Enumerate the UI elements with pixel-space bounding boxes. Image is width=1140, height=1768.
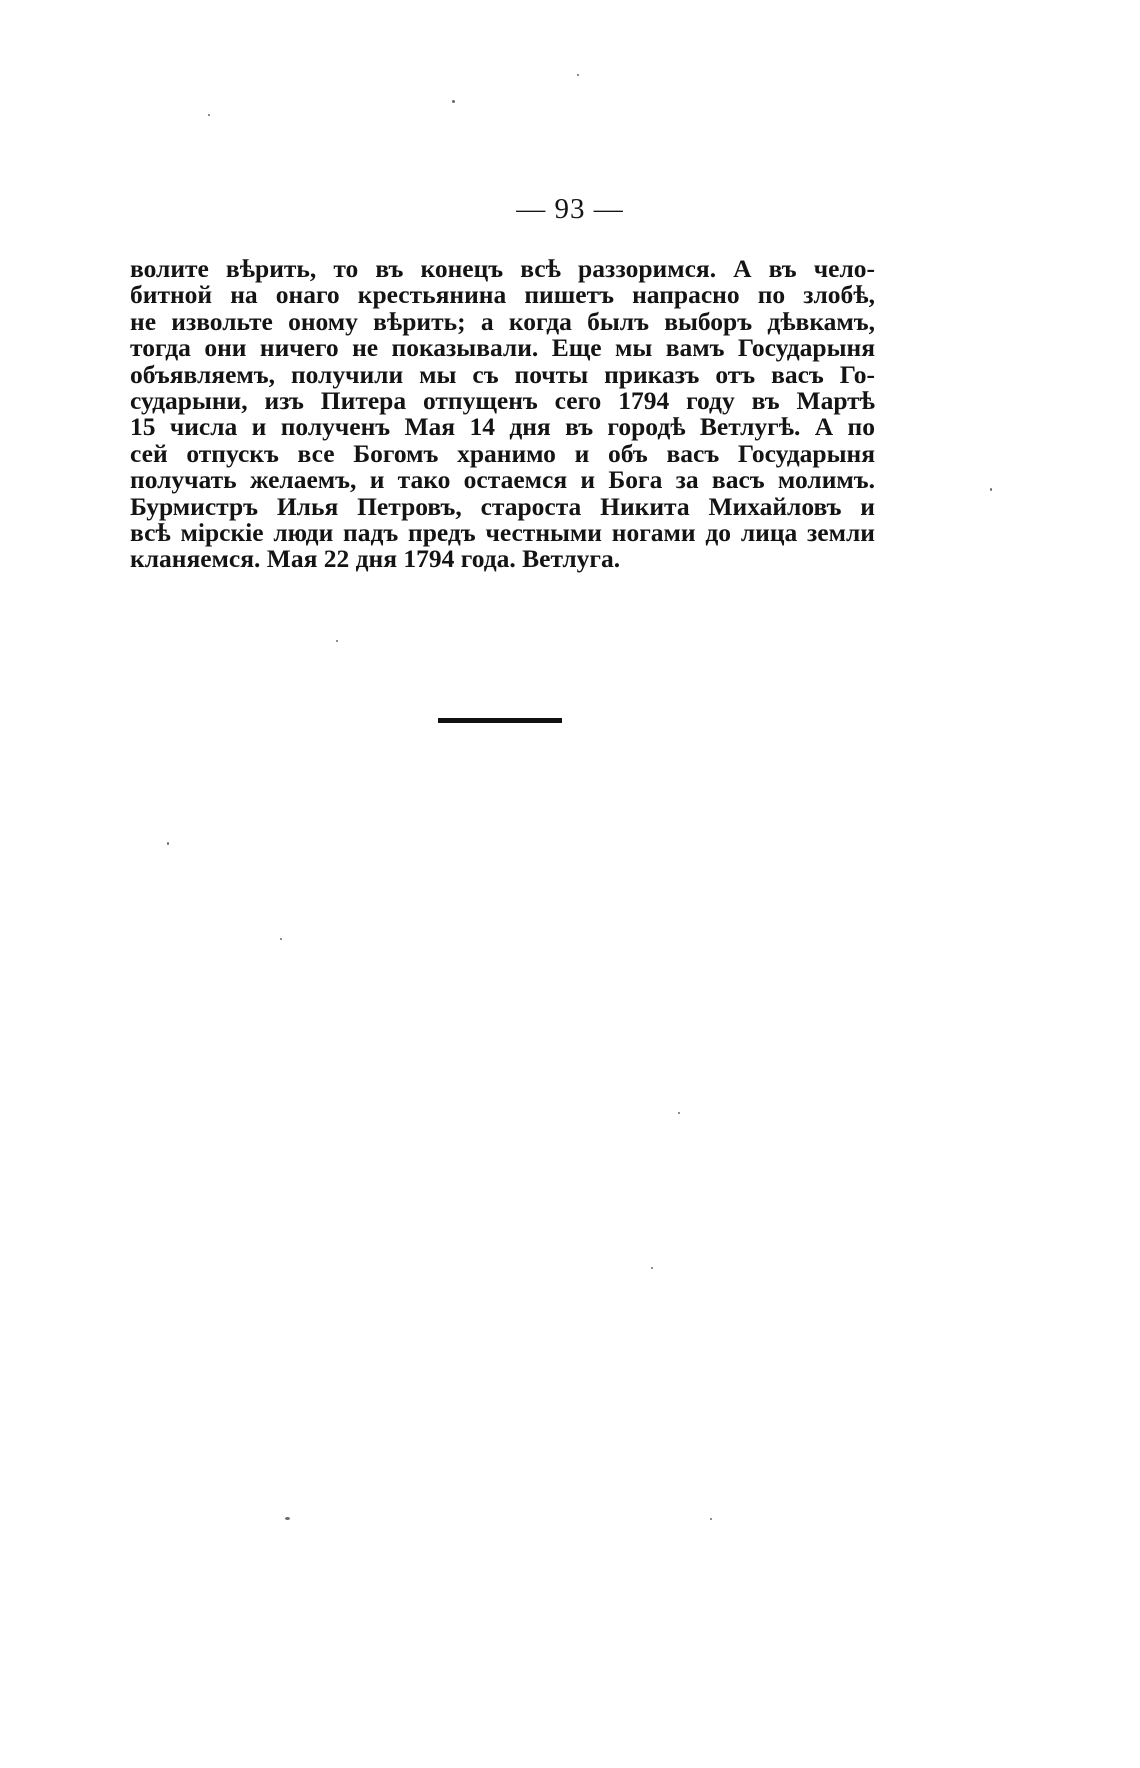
scan-speck (336, 640, 338, 642)
scan-speck (285, 1517, 290, 1520)
end-rule (438, 718, 562, 723)
scan-speck (280, 938, 282, 940)
scan-speck (710, 1518, 712, 1520)
text-line: получать желаемъ, и тако остаемся и Бога за васъ молимъ. (130, 465, 875, 495)
text-line: кланяемся. Мая 22 дня 1794 года. Ветлуга. (130, 544, 621, 574)
text-line: битной на онаго крестьянина пишетъ напрасно по злобѣ, (130, 280, 875, 310)
body-text (130, 256, 875, 573)
scan-speck (651, 1267, 653, 1269)
text-line: сударыни, изъ Питера отпущенъ сего 1794 году въ Мартѣ (130, 386, 875, 416)
text-line: сей отпускъ все Богомъ хранимо и объ васъ Государыня (130, 438, 875, 468)
scan-speck (452, 100, 455, 103)
text-line: не извольте оному вѣрить; а когда былъ выборъ дѣвкамъ, (130, 306, 875, 336)
text-line: тогда они ничего не показывали. Еще мы вамъ Государыня (130, 333, 875, 363)
text-line: Бурмистръ Илья Петровъ, староста Никита Михайловъ и (130, 491, 875, 521)
text-line: 15 числа и полученъ Мая 14 дня въ городѣ Ветлугѣ. А по (130, 412, 875, 442)
text-line: всѣ мірскіе люди падъ предъ честными ногами до лица земли (130, 518, 875, 548)
page-number: — 93 — (516, 193, 624, 225)
scan-speck (208, 114, 210, 116)
text-line: объявляемъ, получили мы съ почты приказъ отъ васъ Го- (130, 359, 875, 389)
text-line: волите вѣрить, то въ конецъ всѣ раззоримся. А въ чело- (130, 254, 875, 283)
scan-speck (990, 488, 992, 491)
scan-speck (577, 74, 579, 76)
scan-speck (167, 842, 169, 845)
scan-speck (678, 1112, 680, 1114)
